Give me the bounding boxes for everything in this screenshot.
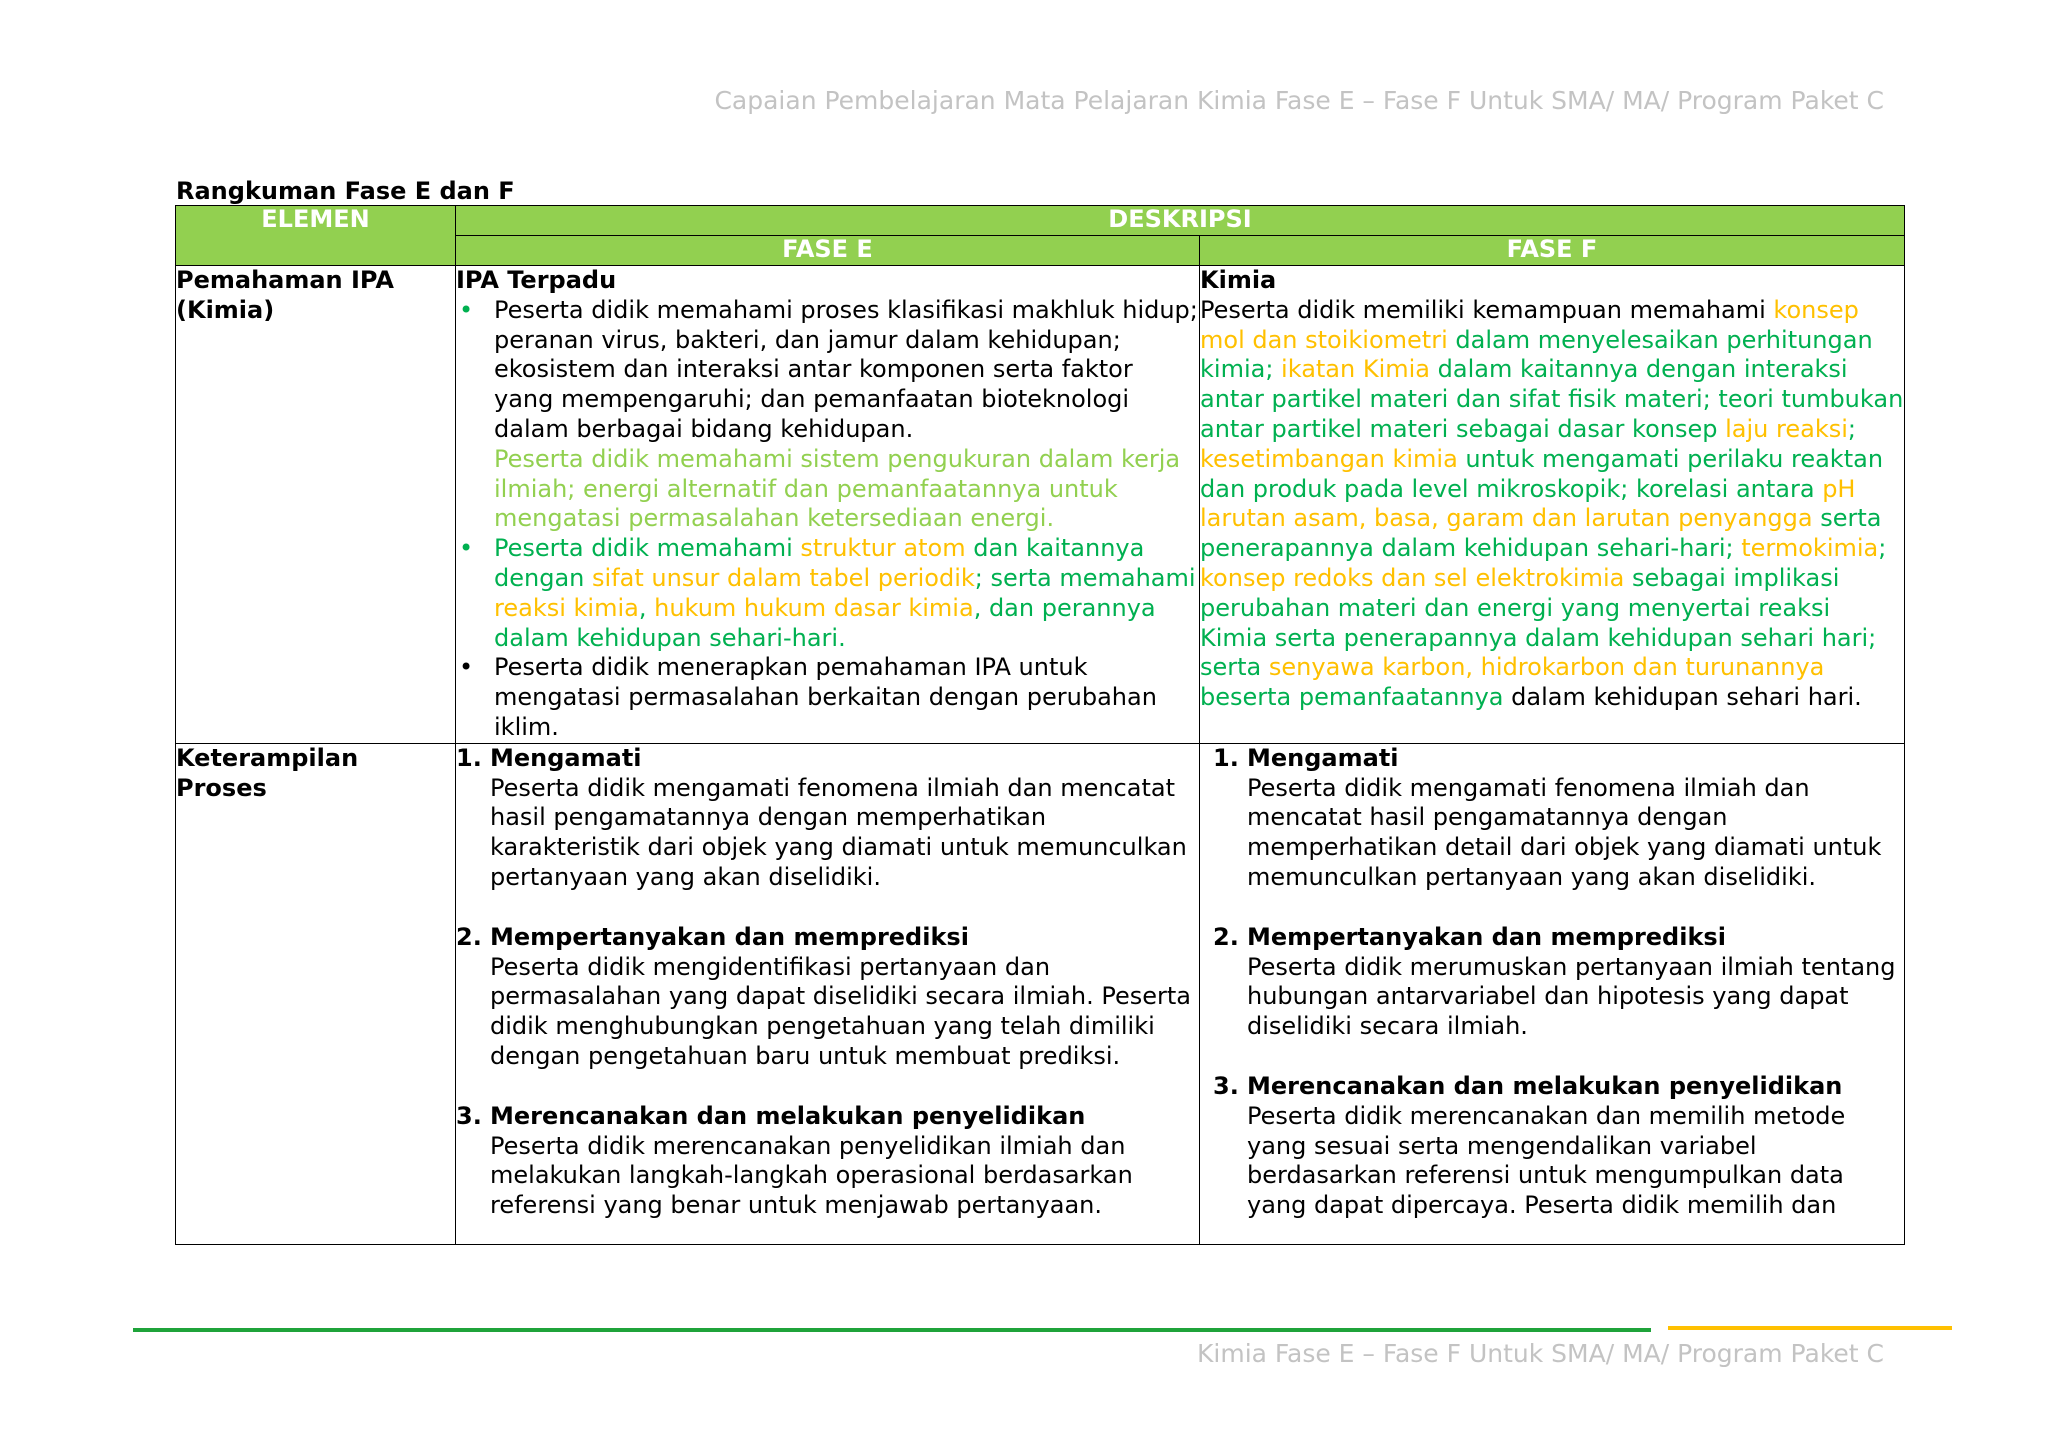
- fase-f-description: [1200, 296, 1904, 713]
- step-body: Peserta didik mengidentifikasi pertanyaan dan permasalahan yang dapat diselidiki secara ilmiah. Peserta didik menghubungkan pengetahuan yang telah dimiliki dengan pengetahuan baru untuk membuat prediksi.: [490, 952, 1191, 1070]
- bullet-icon: •: [459, 653, 474, 682]
- step-number: 2.: [1213, 922, 1239, 951]
- text-span: serta penerapannya dalam kehidupan sehari-hari;: [1200, 504, 1882, 563]
- elemen-label: Pemahaman IPA: [176, 266, 394, 294]
- list-item: [456, 296, 1199, 534]
- text-span: ; serta memahami: [974, 563, 1196, 592]
- step-title: Mengamati: [1247, 743, 1399, 772]
- key-concept: laju reaksi: [1725, 414, 1848, 443]
- step-body: Peserta didik mengamati fenomena ilmiah dan mencatat hasil pengamatannya dengan memperhatikan detail dari objek yang diamati untuk memunculkan pertanyaan yang akan diselidiki.: [1247, 773, 1882, 891]
- list-item: [456, 653, 1199, 742]
- step-number: 1.: [456, 743, 482, 772]
- bullet-text: Peserta didik memahami proses klasifikasi makhluk hidup; peranan virus, bakteri, dan jamur dalam kehidupan; ekosistem dan interaksi antar komponen serta faktor yang mempengaruhi; dan pemanfaatan bioteknologi dalam berbagai bidang kehidupan.: [494, 295, 1198, 443]
- step-body: Peserta didik merumuskan pertanyaan ilmiah tentang hubungan antarvariabel dan hipotesis yang dapat diselidiki secara ilmiah.: [1247, 952, 1896, 1041]
- elemen-cell-pemahaman: [176, 266, 456, 744]
- fase-e-cell-keterampilan: [456, 743, 1200, 1244]
- cell-title: Kimia: [1200, 266, 1277, 294]
- text-span: ,: [638, 593, 655, 622]
- text-span: sebagai implikasi perubahan materi dan energi yang menyertai reaksi Kimia serta penerapannya dalam kehidupan sehari hari; serta: [1200, 563, 1877, 682]
- elemen-sublabel: (Kimia): [176, 295, 275, 324]
- summary-table: [175, 205, 1905, 1245]
- step-number: 3.: [1213, 1071, 1239, 1100]
- key-concept: ikatan Kimia: [1281, 355, 1431, 384]
- footer-divider-green: [133, 1328, 1651, 1332]
- text-span: dalam kehidupan sehari hari.: [1503, 683, 1862, 712]
- step-item: [1213, 744, 1904, 893]
- step-item: [456, 923, 1199, 1072]
- step-item: [1213, 1072, 1904, 1221]
- fase-f-cell-keterampilan: [1200, 743, 1905, 1244]
- fase-e-cell-pemahaman: [456, 266, 1200, 744]
- text-span: dan kaitannya dengan: [494, 534, 1145, 592]
- key-concept: konsep redoks dan sel elektrokimia: [1200, 563, 1625, 592]
- bullet-icon: •: [459, 295, 474, 324]
- bullet-icon: •: [459, 534, 474, 563]
- step-item: [456, 1102, 1199, 1221]
- table-row-pemahaman: [176, 266, 1905, 744]
- header-deskripsi: DESKRIPSI: [456, 206, 1905, 236]
- key-concept: reaksi kimia: [494, 593, 639, 622]
- bullet-list: [456, 296, 1199, 743]
- step-title: Mempertanyakan dan memprediksi: [490, 922, 969, 951]
- key-concept: hukum hukum dasar kimia: [654, 593, 974, 622]
- text-span: Peserta didik memiliki kemampuan memahami: [1200, 295, 1774, 324]
- key-concept: sifat unsur dalam tabel periodik: [592, 563, 975, 592]
- cell-title: IPA Terpadu: [456, 266, 617, 294]
- step-body: Peserta didik mengamati fenomena ilmiah dan mencatat hasil pengamatannya dengan memperhatikan karakteristik dari objek yang diamati untuk memunculkan pertanyaan yang akan diselidiki.: [490, 773, 1187, 891]
- text-span: ;: [1878, 534, 1887, 563]
- text-span: Peserta didik memahami: [494, 534, 801, 563]
- text-span: ;: [1847, 414, 1856, 443]
- step-item: [1213, 923, 1904, 1042]
- text-span: dalam menyelesaikan perhitungan kimia;: [1200, 325, 1873, 384]
- header-fase-f: FASE F: [1200, 236, 1905, 266]
- step-title: Mengamati: [490, 743, 642, 772]
- elemen-label: Keterampilan: [176, 743, 359, 772]
- key-concept: kesetimbangan kimia: [1200, 444, 1458, 473]
- table-row-keterampilan: [176, 743, 1905, 1244]
- text-span: beserta pemanfaatannya: [1200, 683, 1504, 712]
- step-title: Merencanakan dan melakukan penyelidikan: [1247, 1071, 1843, 1100]
- step-number: 2.: [456, 922, 482, 951]
- key-concept: struktur atom: [800, 534, 966, 563]
- page-footer-text: Kimia Fase E – Fase F Untuk SMA/ MA/ Program Paket C: [1197, 1339, 1884, 1368]
- bullet-text: Peserta didik menerapkan pemahaman IPA untuk mengatasi permasalahan berkaitan dengan perubahan iklim.: [494, 653, 1157, 741]
- elemen-sublabel: Proses: [176, 773, 267, 802]
- fase-f-cell-pemahaman: [1200, 266, 1905, 744]
- text-span: untuk mengamati perilaku reaktan dan produk pada level mikroskopik; korelasi antara: [1200, 444, 1884, 503]
- elemen-cell-keterampilan: [176, 743, 456, 1244]
- step-number: 1.: [1213, 743, 1239, 772]
- step-title: Mempertanyakan dan memprediksi: [1247, 922, 1726, 951]
- text-span: , dan perannya dalam kehidupan sehari-hari.: [494, 593, 1156, 652]
- footer-divider-yellow: [1668, 1326, 1952, 1330]
- key-concept: pH larutan asam, basa, garam dan larutan penyangga: [1200, 474, 1856, 533]
- list-item: [456, 534, 1199, 653]
- section-title: Rangkuman Fase E dan F: [176, 177, 515, 205]
- header-fase-e: FASE E: [456, 236, 1200, 266]
- key-concept: senyawa karbon, hidrokarbon dan turunannya: [1268, 653, 1825, 682]
- step-item: [456, 744, 1199, 893]
- bullet-text-highlight: Peserta didik memahami sistem pengukuran dalam kerja ilmiah; energi alternatif dan pemanfaatannya untuk mengatasi permasalahan ketersediaan energi.: [494, 444, 1181, 533]
- text-span: dalam kaitannya dengan interaksi antar partikel materi dan sifat fisik materi; teori tumbukan antar partikel materi sebagai dasar konsep: [1200, 355, 1904, 443]
- header-elemen: ELEMEN: [176, 206, 456, 266]
- step-body: Peserta didik merencanakan dan memilih metode yang sesuai serta mengendalikan variabel berdasarkan referensi untuk mengumpulkan data yang dapat dipercaya. Peserta didik memilih dan: [1247, 1101, 1846, 1220]
- key-concept: konsep mol dan stoikiometri: [1200, 295, 1859, 354]
- step-body: Peserta didik merencanakan penyelidikan ilmiah dan melakukan langkah-langkah operasional berdasarkan referensi yang benar untuk menjawab pertanyaan.: [490, 1131, 1133, 1220]
- step-title: Merencanakan dan melakukan penyelidikan: [490, 1101, 1086, 1130]
- key-concept: termokimia: [1741, 534, 1879, 563]
- step-number: 3.: [456, 1101, 482, 1130]
- page-header-title: Capaian Pembelajaran Mata Pelajaran Kimia Fase E – Fase F Untuk SMA/ MA/ Program Paket C: [714, 86, 1884, 115]
